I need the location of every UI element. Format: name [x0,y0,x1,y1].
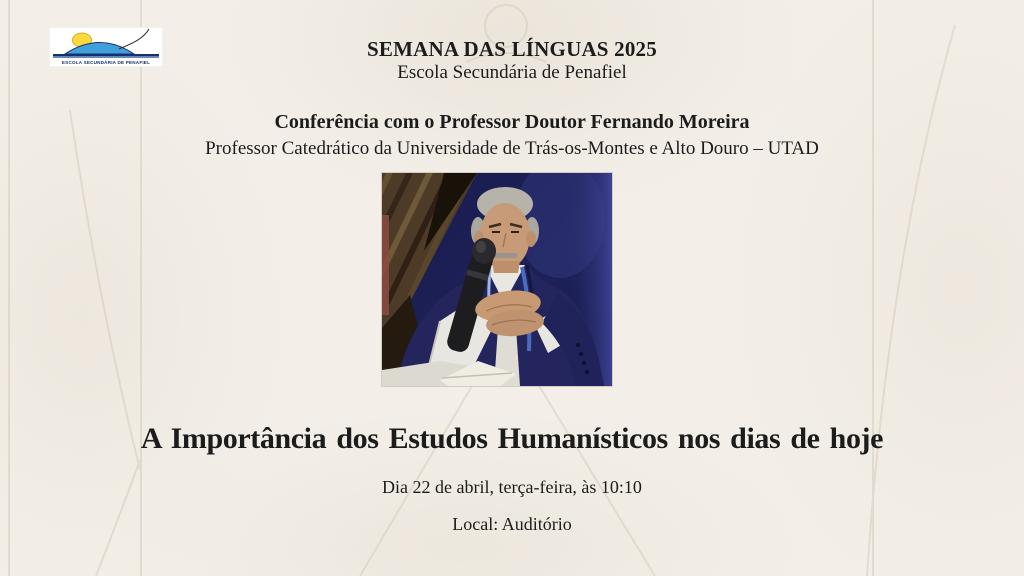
talk-title: A Importância dos Estudos Humanísticos nos dias de hoje [140,422,884,455]
speaker-photo [382,173,612,386]
talk-location: Local: Auditório [452,514,572,534]
logo-school-name: ESCOLA SECUNDÁRIA DE PENAFIEL [61,60,151,66]
conference-title: Conferência com o Professor Doutor Fernando Moreira [274,111,750,133]
speaker-photo-image [382,173,612,386]
school-name: Escola Secundária de Penafiel [397,62,627,83]
talk-datetime: Dia 22 de abril, terça-feira, às 10:10 [382,477,642,497]
event-title: SEMANA DAS LÍNGUAS 2025 [367,37,657,61]
speaker-role: Professor Catedrático da Universidade de Trás-os-Montes e Alto Douro – UTAD [205,138,819,159]
